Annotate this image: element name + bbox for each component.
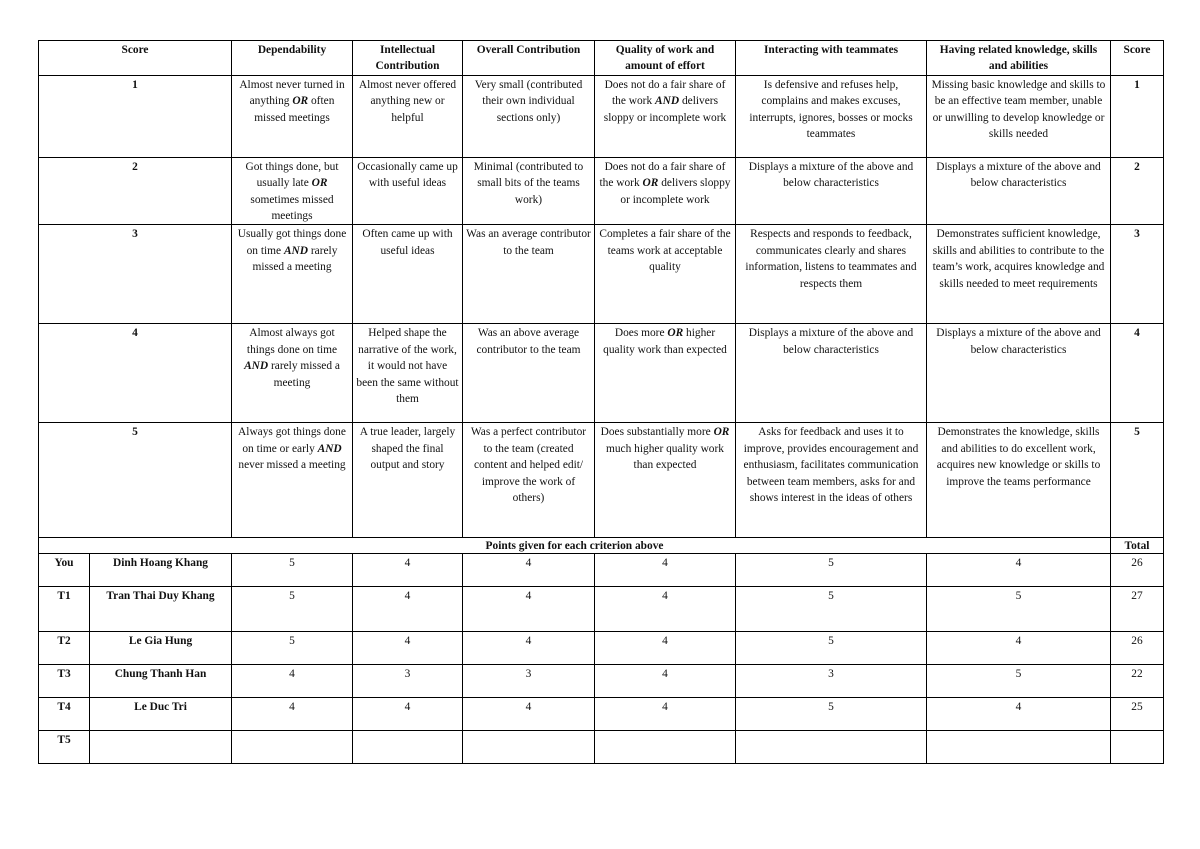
quality-cell <box>595 324 736 423</box>
intellectual-desc: A true leader, largely shaped the final output and story <box>359 426 456 472</box>
rubric-row <box>39 157 1164 225</box>
overall-desc: Was a perfect contributor to the team (created content and helped edit/ improve the work of others) <box>470 426 587 505</box>
member-name[interactable] <box>90 554 232 587</box>
member-score-value: 4 <box>662 635 668 648</box>
member-name-label: Chung Thanh Han <box>114 668 207 681</box>
quality-desc-text: delivers sloppy or incomplete work <box>620 177 731 206</box>
rubric-score-right-value: 3 <box>1134 228 1140 241</box>
interacting-desc: Displays a mixture of the above and below characteristics <box>748 327 914 356</box>
header-score-label: Score <box>121 44 149 56</box>
rubric-score <box>39 324 232 423</box>
member-row <box>39 665 1164 698</box>
quality-desc-text: Does substantially more <box>600 426 714 439</box>
header-related-knowledge <box>927 41 1111 76</box>
member-row <box>39 587 1164 632</box>
rubric-score-right-value: 2 <box>1134 160 1140 173</box>
member-score-value: 5 <box>828 701 834 714</box>
member-score-cell[interactable] <box>353 632 463 665</box>
member-score-cell[interactable] <box>463 632 595 665</box>
rubric-score-right <box>1111 225 1164 324</box>
intellectual-cell <box>353 157 463 225</box>
member-score-value: 4 <box>662 557 668 570</box>
intellectual-desc: Almost never offered anything new or helpful <box>358 78 457 124</box>
quality-desc-emphasis: OR <box>642 177 659 190</box>
knowledge-cell <box>927 225 1111 324</box>
interacting-desc: Asks for feedback and uses it to improve, provides encouragement and enthusiasm, facilitates communication between team members, asks for and shows interest in the ideas of others <box>743 426 919 505</box>
member-total[interactable] <box>1111 587 1164 632</box>
member-id <box>39 632 90 665</box>
member-score-value: 4 <box>525 557 532 570</box>
quality-desc-text: higher quality work than expected <box>603 327 727 356</box>
overall-cell <box>463 157 595 225</box>
member-score-cell[interactable] <box>232 731 353 764</box>
rubric-score-value: 5 <box>132 426 138 439</box>
quality-desc-text: much higher quality work than expected <box>606 442 724 472</box>
member-row <box>39 554 1164 587</box>
quality-desc <box>604 79 726 124</box>
interacting-cell <box>736 324 927 423</box>
header-score-right <box>1111 41 1164 76</box>
member-score-value: 3 <box>525 668 532 681</box>
dependability-cell <box>232 225 353 324</box>
member-score-cell[interactable] <box>463 731 595 764</box>
member-total[interactable] <box>1111 731 1164 764</box>
member-total[interactable] <box>1111 665 1164 698</box>
header-row <box>39 41 1164 76</box>
rubric-score-value: 4 <box>132 327 138 340</box>
overall-desc: Was an above average contributor to the team <box>476 327 581 356</box>
member-score-value: 4 <box>525 635 532 648</box>
header-quality-of-work-label: Quality of work and amount of effort <box>615 44 715 73</box>
header-intellectual-contribution-label: Intellectual Contribution <box>375 44 440 73</box>
intellectual-cell <box>353 75 463 157</box>
intellectual-cell <box>353 225 463 324</box>
dependability-desc-emphasis: OR <box>311 177 328 190</box>
member-total-value: 27 <box>1131 590 1143 603</box>
overall-desc: Was an average contributor to the team <box>466 228 591 257</box>
member-score-cell[interactable] <box>595 554 736 587</box>
dependability-cell <box>232 423 353 538</box>
member-score-value: 4 <box>525 590 532 603</box>
overall-cell <box>463 324 595 423</box>
knowledge-cell <box>927 324 1111 423</box>
quality-cell <box>595 75 736 157</box>
member-row <box>39 698 1164 731</box>
member-score-cell[interactable] <box>736 554 927 587</box>
member-score-value: 5 <box>289 557 295 570</box>
rubric-score <box>39 157 232 225</box>
rubric-score-right <box>1111 423 1164 538</box>
member-total-value: 26 <box>1131 557 1143 570</box>
member-total[interactable] <box>1111 698 1164 731</box>
dependability-desc <box>245 161 338 222</box>
quality-desc <box>603 327 727 355</box>
quality-desc-text: Does not do a fair share of the work <box>599 160 726 190</box>
member-score-cell[interactable] <box>736 731 927 764</box>
member-score-cell[interactable] <box>353 665 463 698</box>
dependability-desc-text: Almost always got things done on time <box>246 327 338 356</box>
intellectual-desc: Occasionally came up with useful ideas <box>357 160 458 190</box>
rubric-row <box>39 324 1164 423</box>
intellectual-cell <box>353 324 463 423</box>
header-score <box>39 41 232 76</box>
header-overall-contribution-label: Overall Contribution <box>476 44 581 56</box>
member-score-cell[interactable] <box>927 698 1111 731</box>
points-band <box>39 538 1111 554</box>
knowledge-desc: Missing basic knowledge and skills to be an effective team member, unable or unwilling to develop knowledge or skills needed <box>931 78 1106 141</box>
member-row <box>39 731 1164 764</box>
dependability-desc-emphasis: AND <box>317 442 342 455</box>
member-score-value: 4 <box>662 668 668 681</box>
quality-desc <box>601 426 730 471</box>
quality-desc-text: Does more <box>614 327 668 340</box>
member-id <box>39 587 90 632</box>
intellectual-cell <box>353 423 463 538</box>
member-name-label: Le Gia Hung <box>128 635 193 648</box>
member-total-value: 22 <box>1131 668 1143 681</box>
dependability-desc <box>244 327 340 388</box>
dependability-desc <box>238 228 347 273</box>
member-score-cell[interactable] <box>232 554 353 587</box>
member-name-label: Le Duc Tri <box>134 701 187 714</box>
member-id-label: You <box>54 557 74 570</box>
member-name[interactable] <box>90 698 232 731</box>
dependability-desc-text: Got things done, but usually late <box>245 160 339 190</box>
dependability-cell <box>232 324 353 423</box>
member-name-label: Dinh Hoang Khang <box>113 557 208 570</box>
interacting-desc: Is defensive and refuses help, complains and makes excuses, interrupts, ignores, bosses or mocks teammates <box>749 78 913 141</box>
member-score-value: 3 <box>404 668 411 681</box>
rubric-score-right <box>1111 157 1164 225</box>
header-dependability-label: Dependability <box>257 44 327 56</box>
total-header <box>1111 538 1164 554</box>
member-name[interactable] <box>90 731 232 764</box>
rubric-score-right <box>1111 324 1164 423</box>
dependability-desc-text: Usually got things done on time <box>237 228 347 257</box>
member-score-cell[interactable] <box>353 731 463 764</box>
knowledge-cell <box>927 423 1111 538</box>
dependability-desc <box>238 426 346 471</box>
member-score-value: 4 <box>662 590 668 603</box>
rubric-score-value: 1 <box>132 78 138 91</box>
member-id-label: T3 <box>57 668 71 681</box>
header-score-right-label: Score <box>1123 44 1151 56</box>
knowledge-cell <box>927 75 1111 157</box>
dependability-desc-text: often missed meetings <box>254 95 335 124</box>
member-score-cell[interactable] <box>595 698 736 731</box>
member-score-value: 4 <box>1015 635 1022 648</box>
quality-desc-text: Completes a fair share of the teams work at acceptable quality <box>599 228 731 274</box>
member-score-value: 4 <box>1015 557 1022 570</box>
member-score-value: 4 <box>404 701 411 714</box>
member-score-cell[interactable] <box>595 731 736 764</box>
dependability-desc-text: rarely missed a meeting <box>252 244 338 274</box>
interacting-desc: Respects and responds to feedback, communicates clearly and shares information, listens to teammates and respects them <box>745 228 917 290</box>
member-score-value: 5 <box>289 635 295 648</box>
member-score-cell[interactable] <box>927 587 1111 632</box>
member-score-cell[interactable] <box>353 587 463 632</box>
quality-desc <box>599 228 730 273</box>
overall-cell <box>463 225 595 324</box>
header-overall-contribution <box>463 41 595 76</box>
member-score-cell[interactable] <box>353 698 463 731</box>
knowledge-desc: Demonstrates sufficient knowledge, skills and abilities to contribute to the team’s work, acquires knowledge and skills needed to meet requirements <box>932 228 1105 290</box>
member-score-value: 4 <box>289 701 295 714</box>
dependability-desc-text: Always got things done on time or early <box>238 426 346 455</box>
member-score-cell[interactable] <box>232 698 353 731</box>
member-score-cell[interactable] <box>463 665 595 698</box>
member-score-value: 5 <box>289 590 295 603</box>
quality-desc-emphasis: OR <box>667 327 684 340</box>
intellectual-desc: Often came up with useful ideas <box>362 228 453 257</box>
member-score-value: 4 <box>662 701 668 714</box>
rubric-row <box>39 225 1164 324</box>
interacting-desc: Displays a mixture of the above and below characteristics <box>748 160 914 190</box>
member-score-value: 5 <box>1015 668 1022 681</box>
dependability-cell <box>232 157 353 225</box>
rubric-score <box>39 423 232 538</box>
member-score-cell[interactable] <box>927 731 1111 764</box>
dependability-desc-text: Almost never turned in anything <box>239 78 345 108</box>
member-id-label: T5 <box>57 734 71 747</box>
quality-desc-emphasis: AND <box>655 95 680 108</box>
member-score-value: 4 <box>525 701 532 714</box>
knowledge-cell <box>927 157 1111 225</box>
member-id <box>39 731 90 764</box>
knowledge-desc: Displays a mixture of the above and below characteristics <box>936 160 1101 190</box>
dependability-cell <box>232 75 353 157</box>
rubric-row <box>39 423 1164 538</box>
quality-desc-emphasis: OR <box>713 426 730 439</box>
rubric-score-right-value: 5 <box>1134 426 1140 439</box>
rubric-score-right-value: 1 <box>1134 78 1140 91</box>
header-intellectual-contribution <box>353 41 463 76</box>
member-score-cell[interactable] <box>927 554 1111 587</box>
overall-cell <box>463 75 595 157</box>
overall-desc: Minimal (contributed to small bits of the teams work) <box>473 160 584 206</box>
interacting-cell <box>736 225 927 324</box>
member-id-label: T4 <box>57 701 71 714</box>
rubric-score-right <box>1111 75 1164 157</box>
header-dependability <box>232 41 353 76</box>
member-name[interactable] <box>90 665 232 698</box>
member-name[interactable] <box>90 587 232 632</box>
member-id <box>39 698 90 731</box>
interacting-cell <box>736 75 927 157</box>
member-name-label: Tran Thai Duy Khang <box>106 590 215 603</box>
member-score-cell[interactable] <box>232 632 353 665</box>
member-score-cell[interactable] <box>232 665 353 698</box>
member-score-cell[interactable] <box>736 698 927 731</box>
rubric-score-value: 2 <box>132 160 138 173</box>
member-name[interactable] <box>90 632 232 665</box>
member-score-value: 4 <box>404 557 411 570</box>
member-score-value: 5 <box>828 635 834 648</box>
member-score-value: 4 <box>1015 701 1022 714</box>
member-total-value: 25 <box>1131 701 1143 714</box>
member-score-value: 5 <box>828 557 834 570</box>
member-score-cell[interactable] <box>927 632 1111 665</box>
header-interacting-with-teammates-label: Interacting with teammates <box>763 44 899 56</box>
member-score-cell[interactable] <box>595 587 736 632</box>
interacting-cell <box>736 423 927 538</box>
member-score-cell[interactable] <box>232 587 353 632</box>
quality-cell <box>595 423 736 538</box>
dependability-desc-text: rarely missed a meeting <box>268 360 340 389</box>
total-header-label: Total <box>1124 540 1150 553</box>
member-score-cell[interactable] <box>463 554 595 587</box>
member-score-cell[interactable] <box>463 698 595 731</box>
member-score-value: 4 <box>289 668 295 681</box>
points-band-row <box>39 538 1164 554</box>
member-score-value: 5 <box>828 590 834 603</box>
member-total[interactable] <box>1111 554 1164 587</box>
member-row <box>39 632 1164 665</box>
dependability-desc <box>239 79 344 124</box>
quality-cell <box>595 157 736 225</box>
member-score-cell[interactable] <box>736 665 927 698</box>
knowledge-desc: Demonstrates the knowledge, skills and abilities to do excellent work, acquires new knowledge or skills to improve the teams performance <box>936 426 1101 488</box>
member-score-cell[interactable] <box>927 665 1111 698</box>
member-score-value: 4 <box>404 635 411 648</box>
member-score-cell[interactable] <box>595 632 736 665</box>
member-score-cell[interactable] <box>736 632 927 665</box>
dependability-desc-emphasis: AND <box>244 360 269 373</box>
quality-desc <box>600 161 731 206</box>
member-score-cell[interactable] <box>595 665 736 698</box>
points-band-label: Points given for each criterion above <box>485 540 664 553</box>
member-score-value: 5 <box>1015 590 1022 603</box>
header-interacting-with-teammates <box>736 41 927 76</box>
member-id <box>39 554 90 587</box>
header-quality-of-work <box>595 41 736 76</box>
peer-evaluation-table <box>38 40 1164 764</box>
rubric-score <box>39 225 232 324</box>
member-score-value: 3 <box>828 668 834 681</box>
overall-desc: Very small (contributed their own individual sections only) <box>474 78 583 124</box>
quality-cell <box>595 225 736 324</box>
member-id <box>39 665 90 698</box>
rubric-row <box>39 75 1164 157</box>
member-score-value: 4 <box>404 590 411 603</box>
dependability-desc-text: sometimes missed meetings <box>250 193 334 223</box>
member-id-label: T1 <box>57 590 71 603</box>
knowledge-desc: Displays a mixture of the above and below characteristics <box>936 327 1101 356</box>
quality-desc-text: Does not do a fair share of the work <box>604 78 726 108</box>
intellectual-desc: Helped shape the narrative of the work, it would not have been the same without them <box>356 327 459 406</box>
quality-desc-text: delivers sloppy or incomplete work <box>603 95 727 124</box>
member-total[interactable] <box>1111 632 1164 665</box>
interacting-cell <box>736 157 927 225</box>
dependability-desc-emphasis: AND <box>283 244 308 257</box>
rubric-score-value: 3 <box>132 228 138 241</box>
rubric-score <box>39 75 232 157</box>
dependability-desc-text: never missed a meeting <box>238 459 346 472</box>
member-score-cell[interactable] <box>463 587 595 632</box>
member-id-label: T2 <box>57 635 71 648</box>
dependability-desc-emphasis: OR <box>292 95 309 108</box>
member-total-value: 26 <box>1131 635 1143 648</box>
rubric-score-right-value: 4 <box>1134 327 1140 340</box>
member-score-cell[interactable] <box>736 587 927 632</box>
header-related-knowledge-label: Having related knowledge, skills and abilities <box>939 44 1098 73</box>
overall-cell <box>463 423 595 538</box>
member-score-cell[interactable] <box>353 554 463 587</box>
